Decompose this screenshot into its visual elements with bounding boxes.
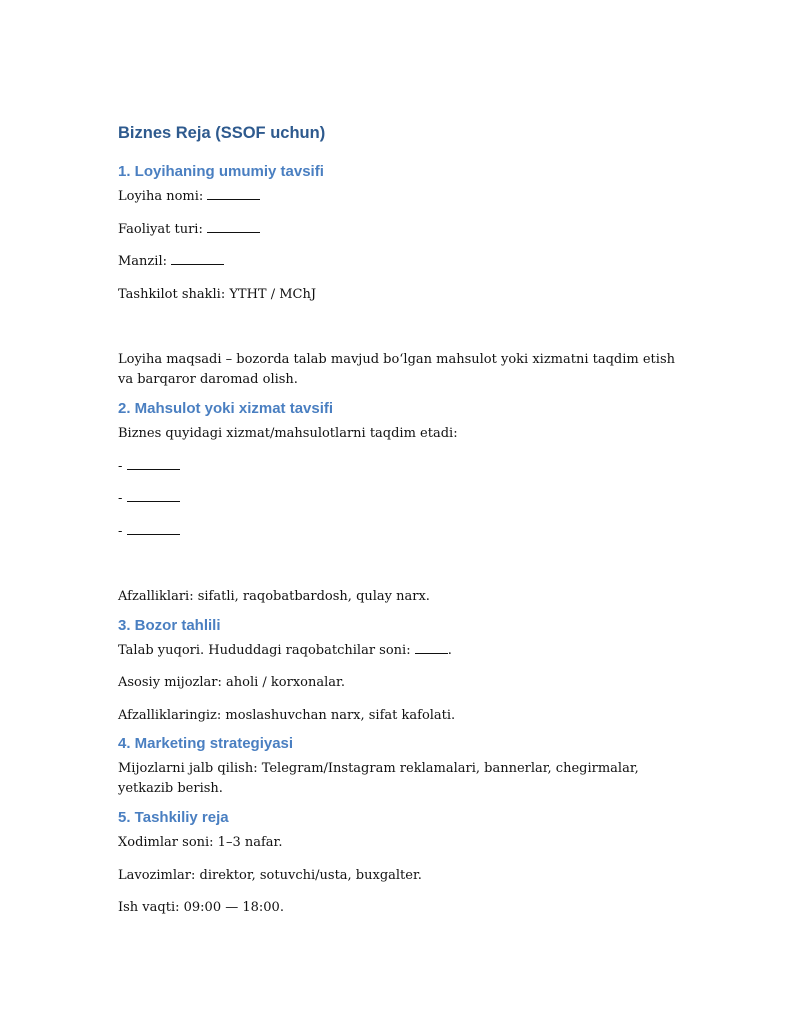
section-3-heading: 3. Bozor tahlili — [118, 616, 221, 634]
section-1-heading: 1. Loyihaning umumiy tavsifi — [118, 163, 324, 180]
list-item — [118, 457, 678, 477]
project-name-line — [118, 187, 678, 207]
main-clients-line: Asosiy mijozlar: aholi / korxonalar. — [118, 675, 345, 690]
activity-type-blank — [207, 220, 260, 233]
positions-line: Lavozimlar: direktor, sotuvchi/usta, buxgalter. — [118, 867, 422, 883]
market-demand-line — [118, 641, 678, 661]
list-item — [118, 522, 678, 542]
section-2-heading: 2. Mahsulot yoki xizmat tavsifi — [118, 400, 334, 417]
document-title: Biznes Reja (SSOF uchun) — [118, 124, 326, 142]
bullet-dash: - — [118, 458, 127, 474]
strengths-line: Afzalliklaringiz: moslashuvchan narx, sifat kafolati. — [118, 707, 456, 723]
working-hours-line: Ish vaqti: 09:00 — 18:00. — [118, 900, 284, 915]
activity-type-label: Faoliyat turi: — [118, 221, 207, 237]
project-goal-paragraph: Loyiha maqsadi – bozorda talab mavjud bo‘lgan mahsulot yoki xizmatni taqdim etish va barqaror daromad olish. — [118, 352, 675, 387]
market-demand-label: Talab yuqori. Hududdagi raqobatchilar soni: — [118, 642, 415, 658]
org-form-line: Tashkilot shakli: YTHT / MChJ — [118, 286, 317, 302]
list-item — [118, 489, 678, 509]
list-item-blank — [127, 522, 180, 535]
list-item-blank — [127, 489, 180, 502]
marketing-paragraph: Mijozlarni jalb qilish: Telegram/Instagram reklamalari, bannerlar, chegirmalar, yetkazib berish. — [118, 761, 639, 796]
address-blank — [171, 252, 224, 265]
staff-count-line: Xodimlar soni: 1–3 nafar. — [118, 835, 283, 850]
advantages-line: Afzalliklari: sifatli, raqobatbardosh, qulay narx. — [118, 589, 430, 604]
section-5-heading: 5. Tashkiliy reja — [118, 809, 229, 826]
list-item-blank — [127, 457, 180, 470]
bullet-dash: - — [118, 523, 127, 539]
market-demand-end: . — [447, 642, 452, 658]
bullet-dash: - — [118, 491, 127, 506]
section-4-heading: 4. Marketing strategiyasi — [118, 735, 294, 752]
project-name-label: Loyiha nomi: — [118, 189, 208, 204]
services-intro: Biznes quyidagi xizmat/mahsulotlarni taqdim etadi: — [118, 426, 458, 441]
activity-type-line — [118, 220, 678, 240]
address-label: Manzil: — [118, 254, 172, 269]
competitors-count-blank — [415, 641, 448, 654]
project-name-blank — [207, 187, 260, 200]
document-page — [118, 122, 678, 918]
address-line — [118, 252, 678, 272]
